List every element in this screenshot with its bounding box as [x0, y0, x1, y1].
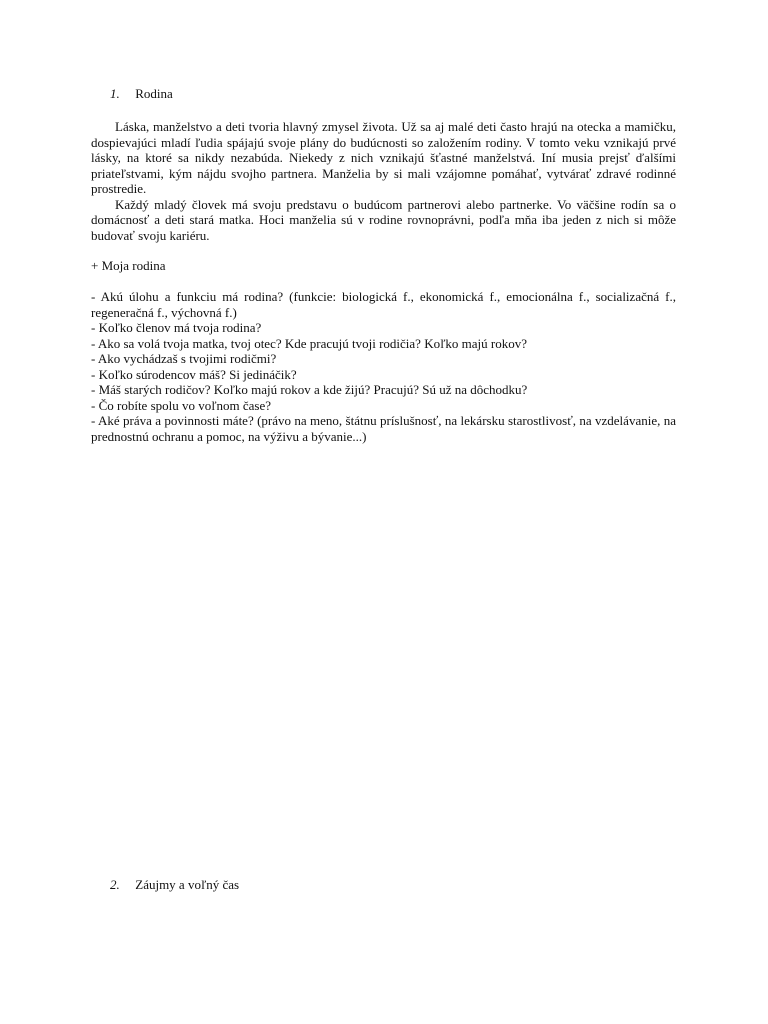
section-1-number: 1. — [110, 86, 120, 101]
subheading — [91, 258, 676, 274]
list-item: - Čo robíte spolu vo voľnom čase? — [91, 397, 272, 413]
list-item: - Ako vychádzaš s tvojimi rodičmi? — [91, 351, 277, 366]
questions-list — [91, 289, 676, 444]
subheading-text: + Moja rodina — [91, 258, 166, 273]
list-item: - Máš starých rodičov? Koľko majú rokov a kde žijú? Pracujú? Sú už na dôchodku? — [91, 382, 528, 397]
paragraph: Láska, manželstvo a deti tvoria hlavný zmysel života. Už sa aj malé deti často hrajú na otecka a mamičku, dospievajúci mladí ľudia spájajú svoje plány do budúcnosti so založením rodiny. V tomto veku vznikajú prvé lásky, na ktoré sa nikdy nezabúda. Niekedy z nich vznikajú šťastné manželstvá. Iní musia prejsť ďalšími priateľstvami, kým nájdu svojho partnera. Manželia by si mali vzájomne pomáhať, vytvárať zdravé rodinné prostredie. — [91, 119, 676, 196]
list-item: - Aké práva a povinnosti máte? (právo na meno, štátnu príslušnosť, na lekársku starostlivosť, na vzdelávanie, na prednostnú ochranu a pomoc, na výživu a bývanie...) — [91, 413, 676, 444]
list-item: - Akú úlohu a funkciu má rodina? (funkcie: biologická f., ekonomická f., emocionálna f., socializačná f., regeneračná f., výchovná f.) — [91, 289, 676, 320]
section-2-title: Záujmy a voľný čas — [135, 877, 240, 892]
section-1-heading — [110, 86, 173, 102]
section-2-heading — [110, 877, 239, 893]
list-item: - Koľko súrodencov máš? Si jedináčik? — [91, 366, 297, 382]
section-1-title: Rodina — [135, 86, 173, 101]
section-1-body — [91, 119, 676, 243]
paragraph: Každý mladý človek má svoju predstavu o budúcom partnerovi alebo partnerke. Vo väčšine rodín sa o domácnosť a deti stará matka. Hoci manželia sú v rodine rovnoprávni, podľa mňa iba jeden z nich si môže budovať svoju kariéru. — [91, 196, 676, 243]
list-item: - Ako sa volá tvoja matka, tvoj otec? Kde pracujú tvoji rodičia? Koľko majú rokov? — [91, 335, 527, 351]
section-2-number: 2. — [110, 877, 120, 892]
list-item: - Koľko členov má tvoja rodina? — [91, 320, 262, 335]
